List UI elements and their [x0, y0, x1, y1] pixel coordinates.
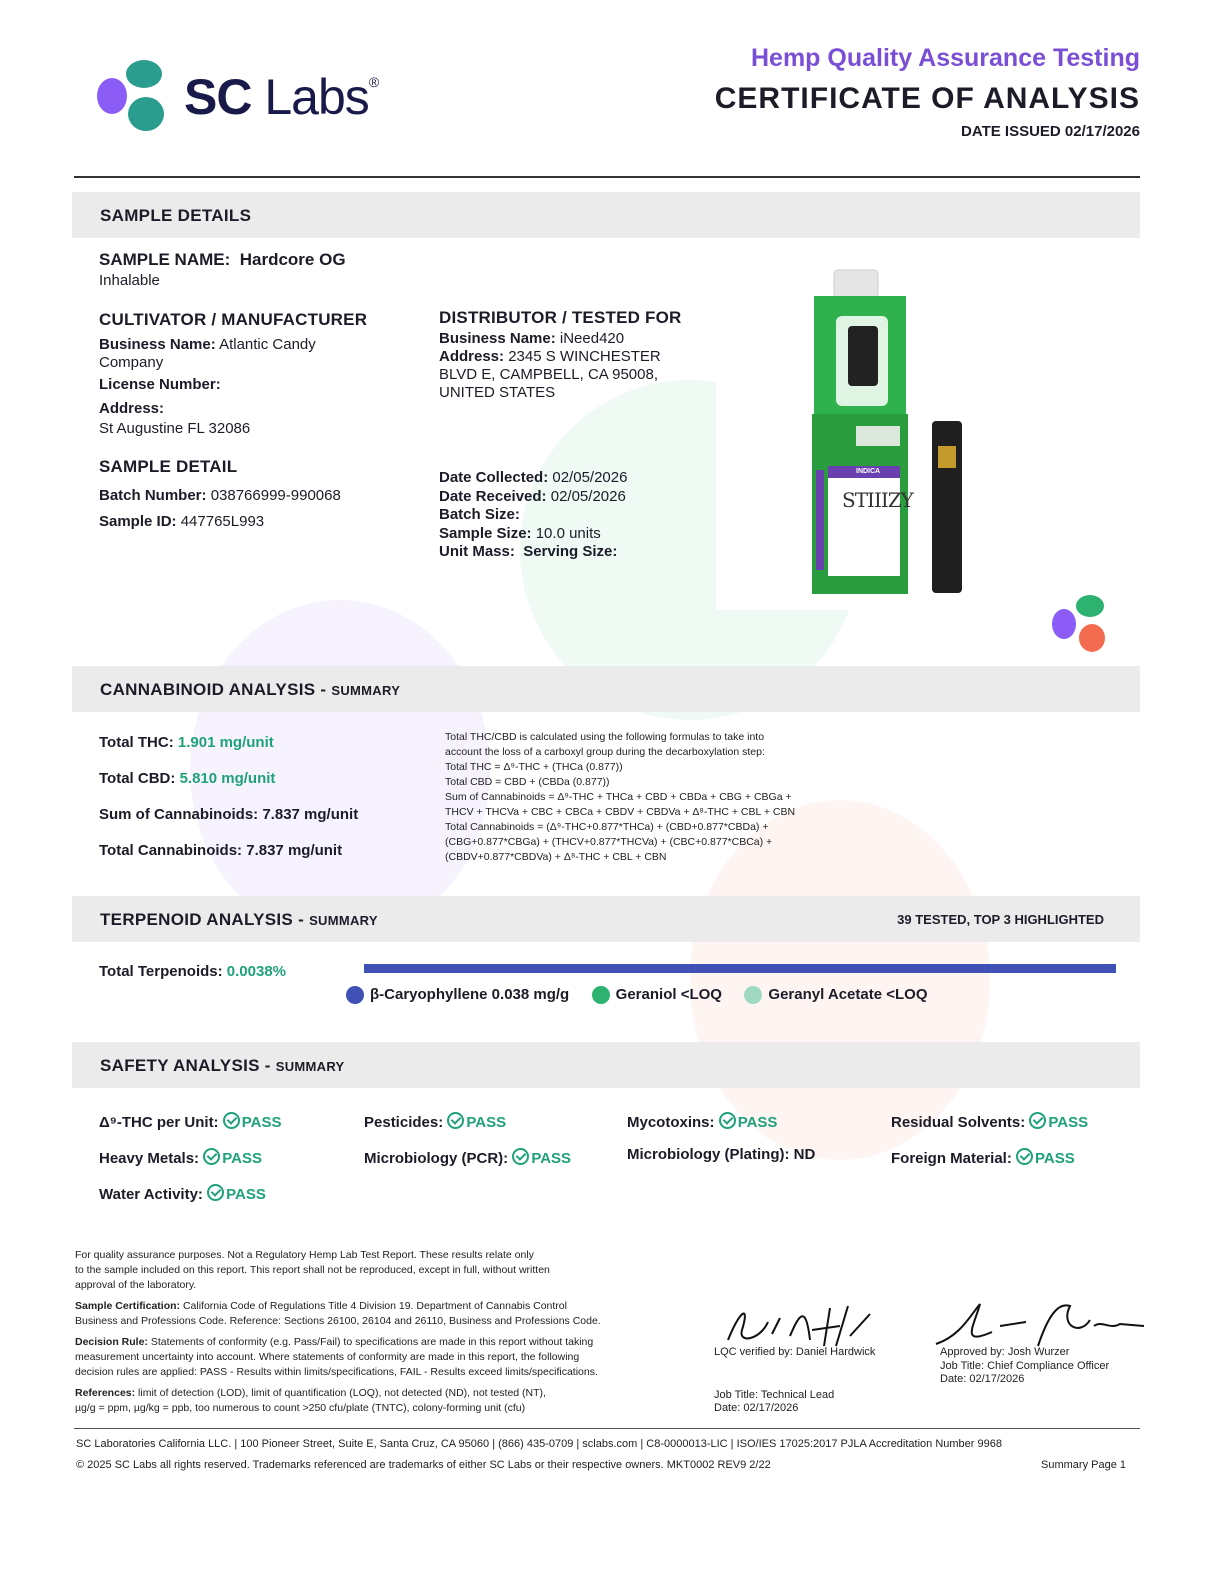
decision-rule: Decision Rule: Statements of conformity (e.g. Pass/Fail) to specifications are made in this report without taking	[75, 1336, 594, 1348]
sample-name: SAMPLE NAME: Hardcore OG	[99, 250, 346, 269]
license-number-label: License Number:	[99, 376, 221, 393]
safety-item: Pesticides: PASS	[364, 1114, 507, 1131]
sample-details-title: SAMPLE DETAILS	[100, 206, 252, 225]
sample-details-band	[72, 192, 1140, 238]
logo-mark-icon	[96, 60, 176, 140]
sig2-date: Date: 02/17/2026	[940, 1373, 1025, 1385]
sample-id: Sample ID: 447765L993	[99, 513, 265, 530]
legend-dot-icon	[592, 986, 610, 1004]
check-circle-icon	[1029, 1112, 1046, 1129]
check-circle-icon	[207, 1184, 224, 1201]
safety-band	[72, 1042, 1140, 1088]
decision-line: measurement uncertainty into account. Where statements of conformity are made in this report, the following	[75, 1351, 580, 1363]
total-cbd: Total CBD: 5.810 mg/unit	[99, 770, 276, 787]
sample-type: Inhalable	[99, 272, 160, 289]
sample-dates: Date Collected: 02/05/2026 Date Received: 02/05/2026 Batch Size: Sample Size: 10.0 units Unit Mass: Serving Size:	[439, 469, 628, 560]
safety-item: Foreign Material: PASS	[891, 1150, 1075, 1167]
cultivator-address: St Augustine FL 32086	[99, 420, 251, 437]
legend-dot-icon	[346, 986, 364, 1004]
sc-labs-logo	[96, 60, 406, 140]
formula-line: Total Cannabinoids = (Δ⁹-THC+0.877*THCa) + (CBD+0.877*CBDa) +	[445, 821, 769, 833]
legend-item: Geranyl Acetate <LOQ	[744, 986, 927, 1003]
safety-item: Δ⁹-THC per Unit: PASS	[99, 1114, 282, 1131]
cultivator-business: Business Name: Atlantic Candy Company	[99, 336, 316, 371]
sc-labs-mark-icon	[1050, 594, 1108, 654]
page-number: Summary Page 1	[1041, 1459, 1126, 1471]
formula-line: Total THC/CBD is calculated using the following formulas to take into	[445, 731, 765, 743]
signature-daniel-hardwick	[720, 1300, 890, 1352]
safety-item: Microbiology (Plating): ND	[627, 1146, 816, 1163]
product-photo	[716, 266, 1066, 610]
formula-line: account the loss of a carboxyl group during the decarboxylation step:	[445, 746, 765, 758]
terpenoid-legend	[346, 986, 928, 1004]
formula-line: (CBG+0.877*CBGa) + (THCV+0.877*THCVa) + (CBC+0.877*CBCa) +	[445, 836, 773, 848]
distributor-heading: DISTRIBUTOR / TESTED FOR	[439, 308, 682, 327]
cultivator-address-label: Address:	[99, 400, 165, 417]
date-issued: DATE ISSUED 02/17/2026	[961, 123, 1140, 140]
sig2-approved: Approved by: Josh Wurzer	[940, 1346, 1070, 1358]
decision-line: decision rules are applied: PASS - Results within limits/specifications, FAIL - Results exceed limits/specifications.	[75, 1366, 598, 1378]
refs-line: µg/g = ppm, µg/kg = ppb, too numerous to count >250 cfu/plate (TNTC), colony-forming unit (cfu)	[75, 1402, 526, 1414]
legend-dot-icon	[744, 986, 762, 1004]
formula-line: Total CBD = CBD + (CBDa (0.877))	[445, 776, 610, 788]
batch-number: Batch Number: 038766999-990068	[99, 487, 341, 504]
distributor-info: Business Name: iNeed420 Address: 2345 S WINCHESTER BLVD E, CAMPBELL, CA 95008, UNITED STATES	[439, 330, 661, 401]
formula-line: Sum of Cannabinoids = Δ⁹-THC + THCa + CBD + CBDa + CBG + CBGa +	[445, 791, 792, 803]
footer-notes	[75, 1248, 675, 1416]
total-terpenoids: Total Terpenoids: 0.0038%	[99, 963, 287, 980]
terpenoid-title: TERPENOID ANALYSIS - SUMMARY	[100, 910, 378, 929]
safety-item: Microbiology (PCR): PASS	[364, 1150, 572, 1167]
terpenoid-bar-fill	[364, 964, 1116, 973]
check-circle-icon	[1016, 1148, 1033, 1165]
references: References: limit of detection (LOD), limit of quantification (LOQ), not detected (ND), not tested (NT),	[75, 1387, 546, 1399]
terpenoid-tested-note: 39 TESTED, TOP 3 HIGHLIGHTED	[897, 912, 1104, 927]
sig1-job: Job Title: Technical Lead	[714, 1389, 835, 1401]
terpenoid-bar-track	[364, 964, 1116, 973]
copyright-line: © 2025 SC Labs all rights reserved. Trademarks referenced are trademarks of either SC Labs or their respective owners. MKT0002 REV9 2/22	[76, 1459, 771, 1471]
check-circle-icon	[447, 1112, 464, 1129]
sum-cannabinoids: Sum of Cannabinoids: 7.837 mg/unit	[99, 806, 359, 823]
formula-line: THCV + THCVa + CBC + CBCa + CBDV + CBDVa + Δ⁸-THC + CBL + CBN	[445, 806, 796, 818]
check-circle-icon	[223, 1112, 240, 1129]
sample-detail-heading: SAMPLE DETAIL	[99, 457, 238, 476]
disclaimer-line: For quality assurance purposes. Not a Regulatory Hemp Lab Test Report. These results relate only	[75, 1249, 534, 1261]
cultivator-heading: CULTIVATOR / MANUFACTURER	[99, 310, 368, 329]
safety-item: Heavy Metals: PASS	[99, 1150, 262, 1167]
safety-item: Water Activity: PASS	[99, 1186, 266, 1203]
cert-line: Business and Professions Code. Reference: Sections 26100, 26104 and 26110, Business and Professions Code.	[75, 1315, 601, 1327]
sig1-date: Date: 02/17/2026	[714, 1402, 799, 1414]
safety-item: Residual Solvents: PASS	[891, 1114, 1089, 1131]
header-subtitle: Hemp Quality Assurance Testing	[751, 44, 1140, 72]
product-tag: INDICA	[856, 468, 881, 475]
disclaimer-line: approval of the laboratory.	[75, 1279, 197, 1291]
product-image	[716, 266, 1066, 610]
check-circle-icon	[203, 1148, 220, 1165]
legend-item: β-Caryophyllene 0.038 mg/g	[346, 986, 569, 1003]
logo-wordmark: SC Labs®	[184, 69, 379, 125]
total-thc: Total THC: 1.901 mg/unit	[99, 734, 274, 751]
formula-line: (CBDV+0.877*CBDVa) + Δ⁸-THC + CBL + CBN	[445, 851, 667, 863]
lab-address-line: SC Laboratories California LLC. | 100 Pioneer Street, Suite E, Santa Cruz, CA 95060 | (866) 435-0709 | sclabs.com | C8-0000013-LIC | ISO/IES 17025:2017 PJLA Accreditation Number 9968	[76, 1438, 1002, 1450]
footer-divider	[74, 1428, 1140, 1429]
safety-item: Mycotoxins: PASS	[627, 1114, 778, 1131]
cannabinoid-band	[72, 666, 1140, 712]
safety-title: SAFETY ANALYSIS - SUMMARY	[100, 1056, 345, 1075]
check-circle-icon	[719, 1112, 736, 1129]
cannabinoid-formulas	[445, 730, 825, 865]
legend-item: Geraniol <LOQ	[592, 986, 722, 1003]
sample-certification: Sample Certification: California Code of Regulations Title 4 Division 19. Department of Cannabis Control	[75, 1300, 567, 1312]
sig1-verified: LQC verified by: Daniel Hardwick	[714, 1346, 876, 1358]
formula-line: Total THC = Δ⁹-THC + (THCa (0.877))	[445, 761, 623, 773]
header-divider	[74, 176, 1140, 178]
sig2-job: Job Title: Chief Compliance Officer	[940, 1360, 1110, 1372]
disclaimer-line: to the sample included on this report. This report shall not be reproduced, except in full, without written	[75, 1264, 550, 1276]
document-title: CERTIFICATE OF ANALYSIS	[714, 82, 1140, 115]
product-brand: STIIIZY	[842, 488, 913, 512]
total-cannabinoids: Total Cannabinoids: 7.837 mg/unit	[99, 842, 343, 859]
terpenoid-band	[72, 896, 1140, 942]
check-circle-icon	[512, 1148, 529, 1165]
cannabinoid-title: CANNABINOID ANALYSIS - SUMMARY	[100, 680, 401, 699]
